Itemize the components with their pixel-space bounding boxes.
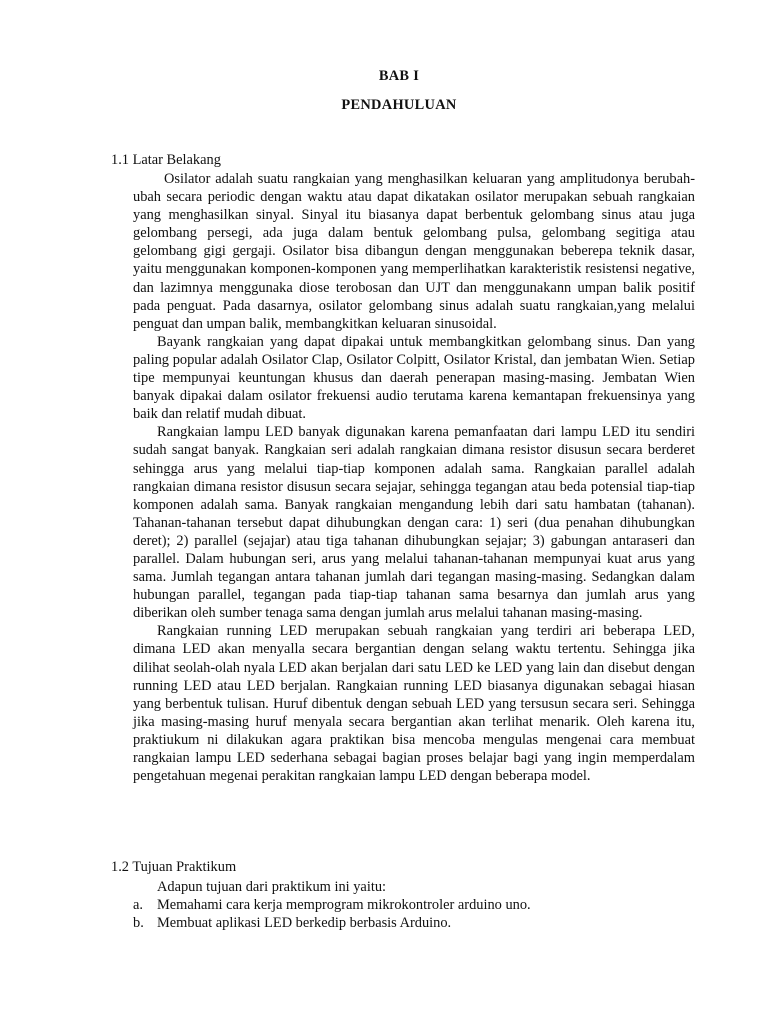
chapter-title: BAB I (378, 68, 420, 84)
list-item (133, 914, 531, 932)
list-item-text: Membuat aplikasi LED berkedip berbasis Arduino. (157, 915, 452, 931)
list-item-text: Memahami cara kerja memprogram mikrokontroler arduino uno. (157, 897, 531, 913)
objectives-intro: Adapun tujuan dari praktikum ini yaitu: (157, 879, 387, 895)
list-item (133, 896, 531, 914)
paragraph: Bayank rangkaian yang dapat dipakai untuk membangkitkan gelombang sinus. Dan yang paling popular adalah Osilator Clap, Osilator Colpitt, Osilator Kristal, dan jembatan Wien. Setiap tipe mempunyai keuntungan khusus dan daerah penerapan masing-masing. Jembatan Wien banyak dipakai dalam osilator frekuensi audio terutama karena kemantapan frekuensinya yang baik dan relatif mudah dibuat. (133, 333, 695, 423)
section-title-latar-belakang: 1.1 Latar Belakang (111, 152, 221, 168)
paragraph: Rangkaian running LED merupakan sebuah rangkaian yang terdiri ari beberapa LED, dimana LED akan menyalla secara bergantian dengan selang waktu tertentu. Sehingga jika dilihat seolah-olah nyala LED akan berjalan dari satu LED ke LED yang lain dan disebut dengan running LED atau LED berjalan. Rangkaian running LED biasanya digunakan sebagai hiasan yang berbentuk tulisan. Huruf dibentuk dengan sebuah LED yang tersusun secara seri. Sehingga jika masing-masing huruf menyala secara bergantian akan terlihat menarik. Oleh karena itu, praktiukum ni dilakukan agara praktikan bisa mencoba mengulas mengenai cara membuat rangkaian lampu LED sederhana sebagai bagian proses belajar bagi yang ingin memperdalam pengetahuan megenai perakitan rangkaian lampu LED dengan beberapa model. (133, 623, 695, 785)
section-title-tujuan-praktikum: 1.2 Tujuan Praktikum (111, 859, 237, 875)
list-marker: b. (133, 915, 144, 931)
paragraph: Rangkaian lampu LED banyak digunakan karena pemanfaatan dari lampu LED itu sendiri sudah sangat banyak. Rangkaian seri adalah rangkaian dimana resistor disusun secara berderet sehingga arus yang melalui tiap-tiap komponen adalah sama. Rangkaian parallel adalah rangkaian dimana resistor disusun secara sejajar, sehingga tegangan atau beda potensial tiap-tiap komponen adalah sama. Banyak rangkaian mengandung lebih dari satu hambatan (tahanan). Tahanan-tahanan tersebut dapat dihubungkan dengan cara: 1) seri (dua penahan dihubungkan deret); 2) parallel (sejajar) atau tiga tahanan dihubungkan sejajar; 3) gabungan antaraseri dan parallel. Dalam hubungan seri, arus yang melalui tahanan-tahanan mempunyai kuat arus yang sama. Jumlah tegangan antara tahanan jumlah dari tegangan masing-masing. Sedangkan dalam hubungan parallel, tegangan pada tiap-tiap tahanan sama besarnya dan jumlah arus yang diberikan oleh sumber tenaga sama dengan jumlah arus melalui tahanan masing-masing. (133, 424, 695, 622)
objectives-list (133, 896, 531, 932)
list-marker: a. (133, 897, 143, 913)
section-body-latar-belakang (133, 170, 695, 785)
chapter-subtitle: PENDAHULUAN (341, 97, 457, 113)
paragraph: Osilator adalah suatu rangkaian yang menghasilkan keluaran yang amplitudonya berubah-ubah secara periodic dengan waktu atau dapat dikatakan osilator merupakan sebuah rangkaian yang menghasilkan sinyal. Sinyal itu biasanya dapat berbentuk gelombang sinus atau juga gelombang persegi, ada juga dalam bentuk gelombang pulsa, gelombang segitiga atau gelombang gigi gergaji. Osilator bisa dibangun dengan menggunakan beberepa teknik dasar, yaitu menggunakan komponen-komponen yang memperlihatkan karakteristik resistensi negative, dan lazimnya menggunaka diose terobosan dan UJT dan menggunakann umpan balik positif pada penguat. Pada dasarnya, osilator gelombang sinus adalah suatu rangkaian,yang melalui penguat dan umpan balik, membangkitkan keluaran sinusoidal. (133, 171, 695, 332)
